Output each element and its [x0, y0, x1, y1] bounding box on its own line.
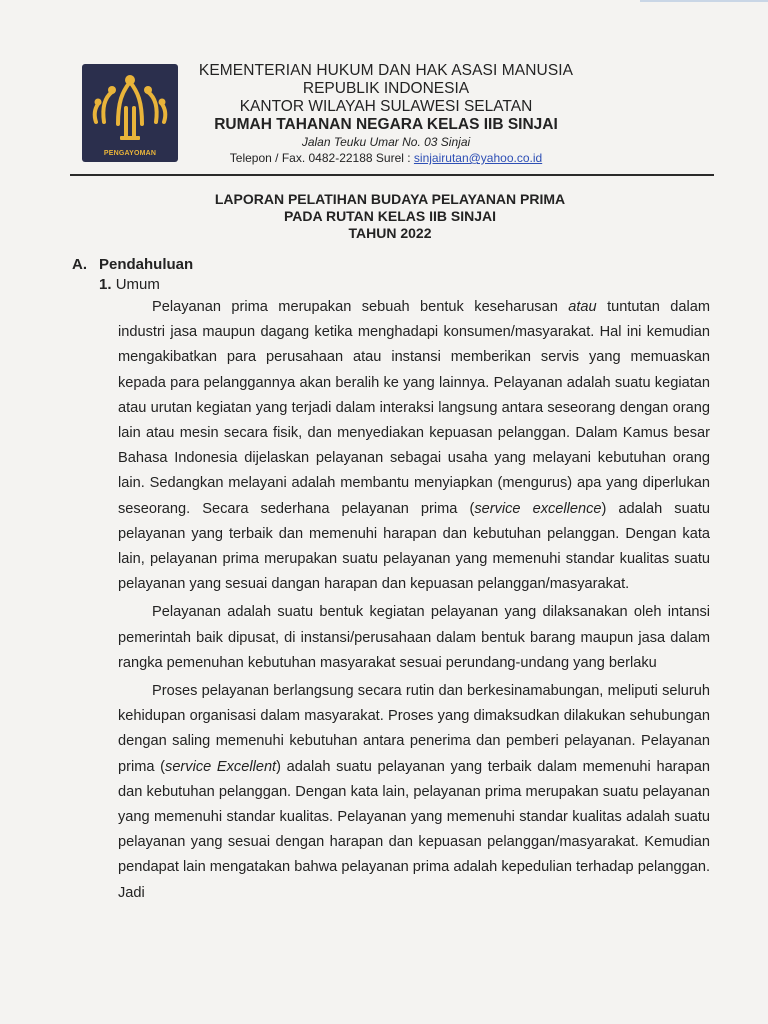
section-letter: A.: [72, 256, 87, 273]
top-edge-line: [640, 0, 768, 2]
address-line: Jalan Teuku Umar No. 03 Sinjai: [301, 135, 471, 149]
title-line-2: PADA RUTAN KELAS IIB SINJAI: [283, 208, 497, 224]
section-title: Pendahuluan: [99, 256, 194, 273]
paragraph-2: Pelayanan adalah suatu bentuk kegiatan pelayanan yang dilaksanakan oleh intansi pemerintah baik dipusat, di instansi/perusahaan dalam bentuk barang maupun jasa dalam rangka pemenuhan kebutuhan masyarakat sesuai perundang-undang yang berlaku: [118, 604, 710, 671]
email-link[interactable]: sinjairutan@yahoo.co.id: [413, 151, 543, 165]
ministry-name: KEMENTERIAN HUKUM DAN HAK ASASI MANUSIA: [198, 62, 574, 79]
paragraph-3: Proses pelayanan berlangsung secara rutin dan berkesinamabungan, meliputi seluruh kehidupan organisasi dalam masyarakat. Proses yang dimaksudkan dilakukan sehubungan dengan saling memenuhi kebutuhan antara penerima dan pemberi pelayanan. Pelayanan prima (service Excellent) adalah suatu pelayanan yang terbaik dalam memenuhi harapan dan kebutuhan pelanggan. Dengan kata lain, pelayanan prima merupakan suatu pelayanan yang memenuhi standar kualitas. Pelayanan yang memenuhi standar kualitas adalah suatu pelayanan yang sesuai dengan harapan dan kepuasan pelanggan/masyarakat. Kemudian pendapat lain mengatakan bahwa pelayanan prima adalah kepedulian terhadap pelanggan. Jadi: [118, 683, 711, 901]
paragraph-1: Pelayanan prima merupakan sebuah bentuk keseharusan atau tuntutan dalam industri jasa maupun dagang ketika menghadapi konsumen/masyarakat. Hal ini kemudian mengakibatkan para perusahaan atau instansi memberikan servis yang memuaskan kepada para pelanggannya akan beralih ke yang lainnya. Pelayanan adalah suatu kegiatan atau urutan kegiatan yang terjadi dalam interaksi langsung antara seseorang dengan orang lain atau mesin secara fisik, dan menyediakan kepuasan pelanggan. Dalam Kamus besar Bahasa Indonesia dijelaskan pelayanan sebagai usaha yang melayani kebutuhan orang lain. Sedangkan melayani adalah membantu menyiapkan (mengurus) apa yang diperlukan seseorang. Secara sederhana pelayanan prima (service excellence) adalah suatu pelayanan yang terbaik dan memenuhi harapan dan kebutuhan pelanggan. Dengan kata lain, pelayanan prima merupakan suatu pelayanan yang memenuhi standar kualitas suatu pelayanan yang sesuai dangan harapan dan kepuasan pelanggan/masyarakat.: [118, 299, 711, 593]
logo-caption: PENGAYOMAN: [103, 150, 157, 157]
banyan-tree-icon: [82, 64, 178, 162]
title-line-3: TAHUN 2022: [348, 225, 432, 241]
regional-office-name: KANTOR WILAYAH SULAWESI SELATAN: [239, 98, 533, 115]
body-text: [118, 295, 710, 906]
subsection-number: 1.: [99, 276, 112, 293]
letterhead-divider: [70, 174, 714, 176]
subsection-heading: [99, 276, 160, 293]
institution-name: RUMAH TAHANAN NEGARA KELAS IIB SINJAI: [214, 116, 558, 133]
contact-prefix: Telepon / Fax. 0482-22188 Surel :: [229, 151, 414, 165]
title-line-1: LAPORAN PELATIHAN BUDAYA PELAYANAN PRIMA: [214, 191, 566, 207]
subsection-title: Umum: [115, 276, 160, 293]
contact-line: [196, 150, 576, 166]
pengayoman-logo: [82, 64, 178, 162]
letterhead: [196, 62, 576, 166]
country-name: REPUBLIK INDONESIA: [302, 80, 470, 97]
section-heading: [72, 256, 193, 273]
report-title: [150, 191, 630, 242]
